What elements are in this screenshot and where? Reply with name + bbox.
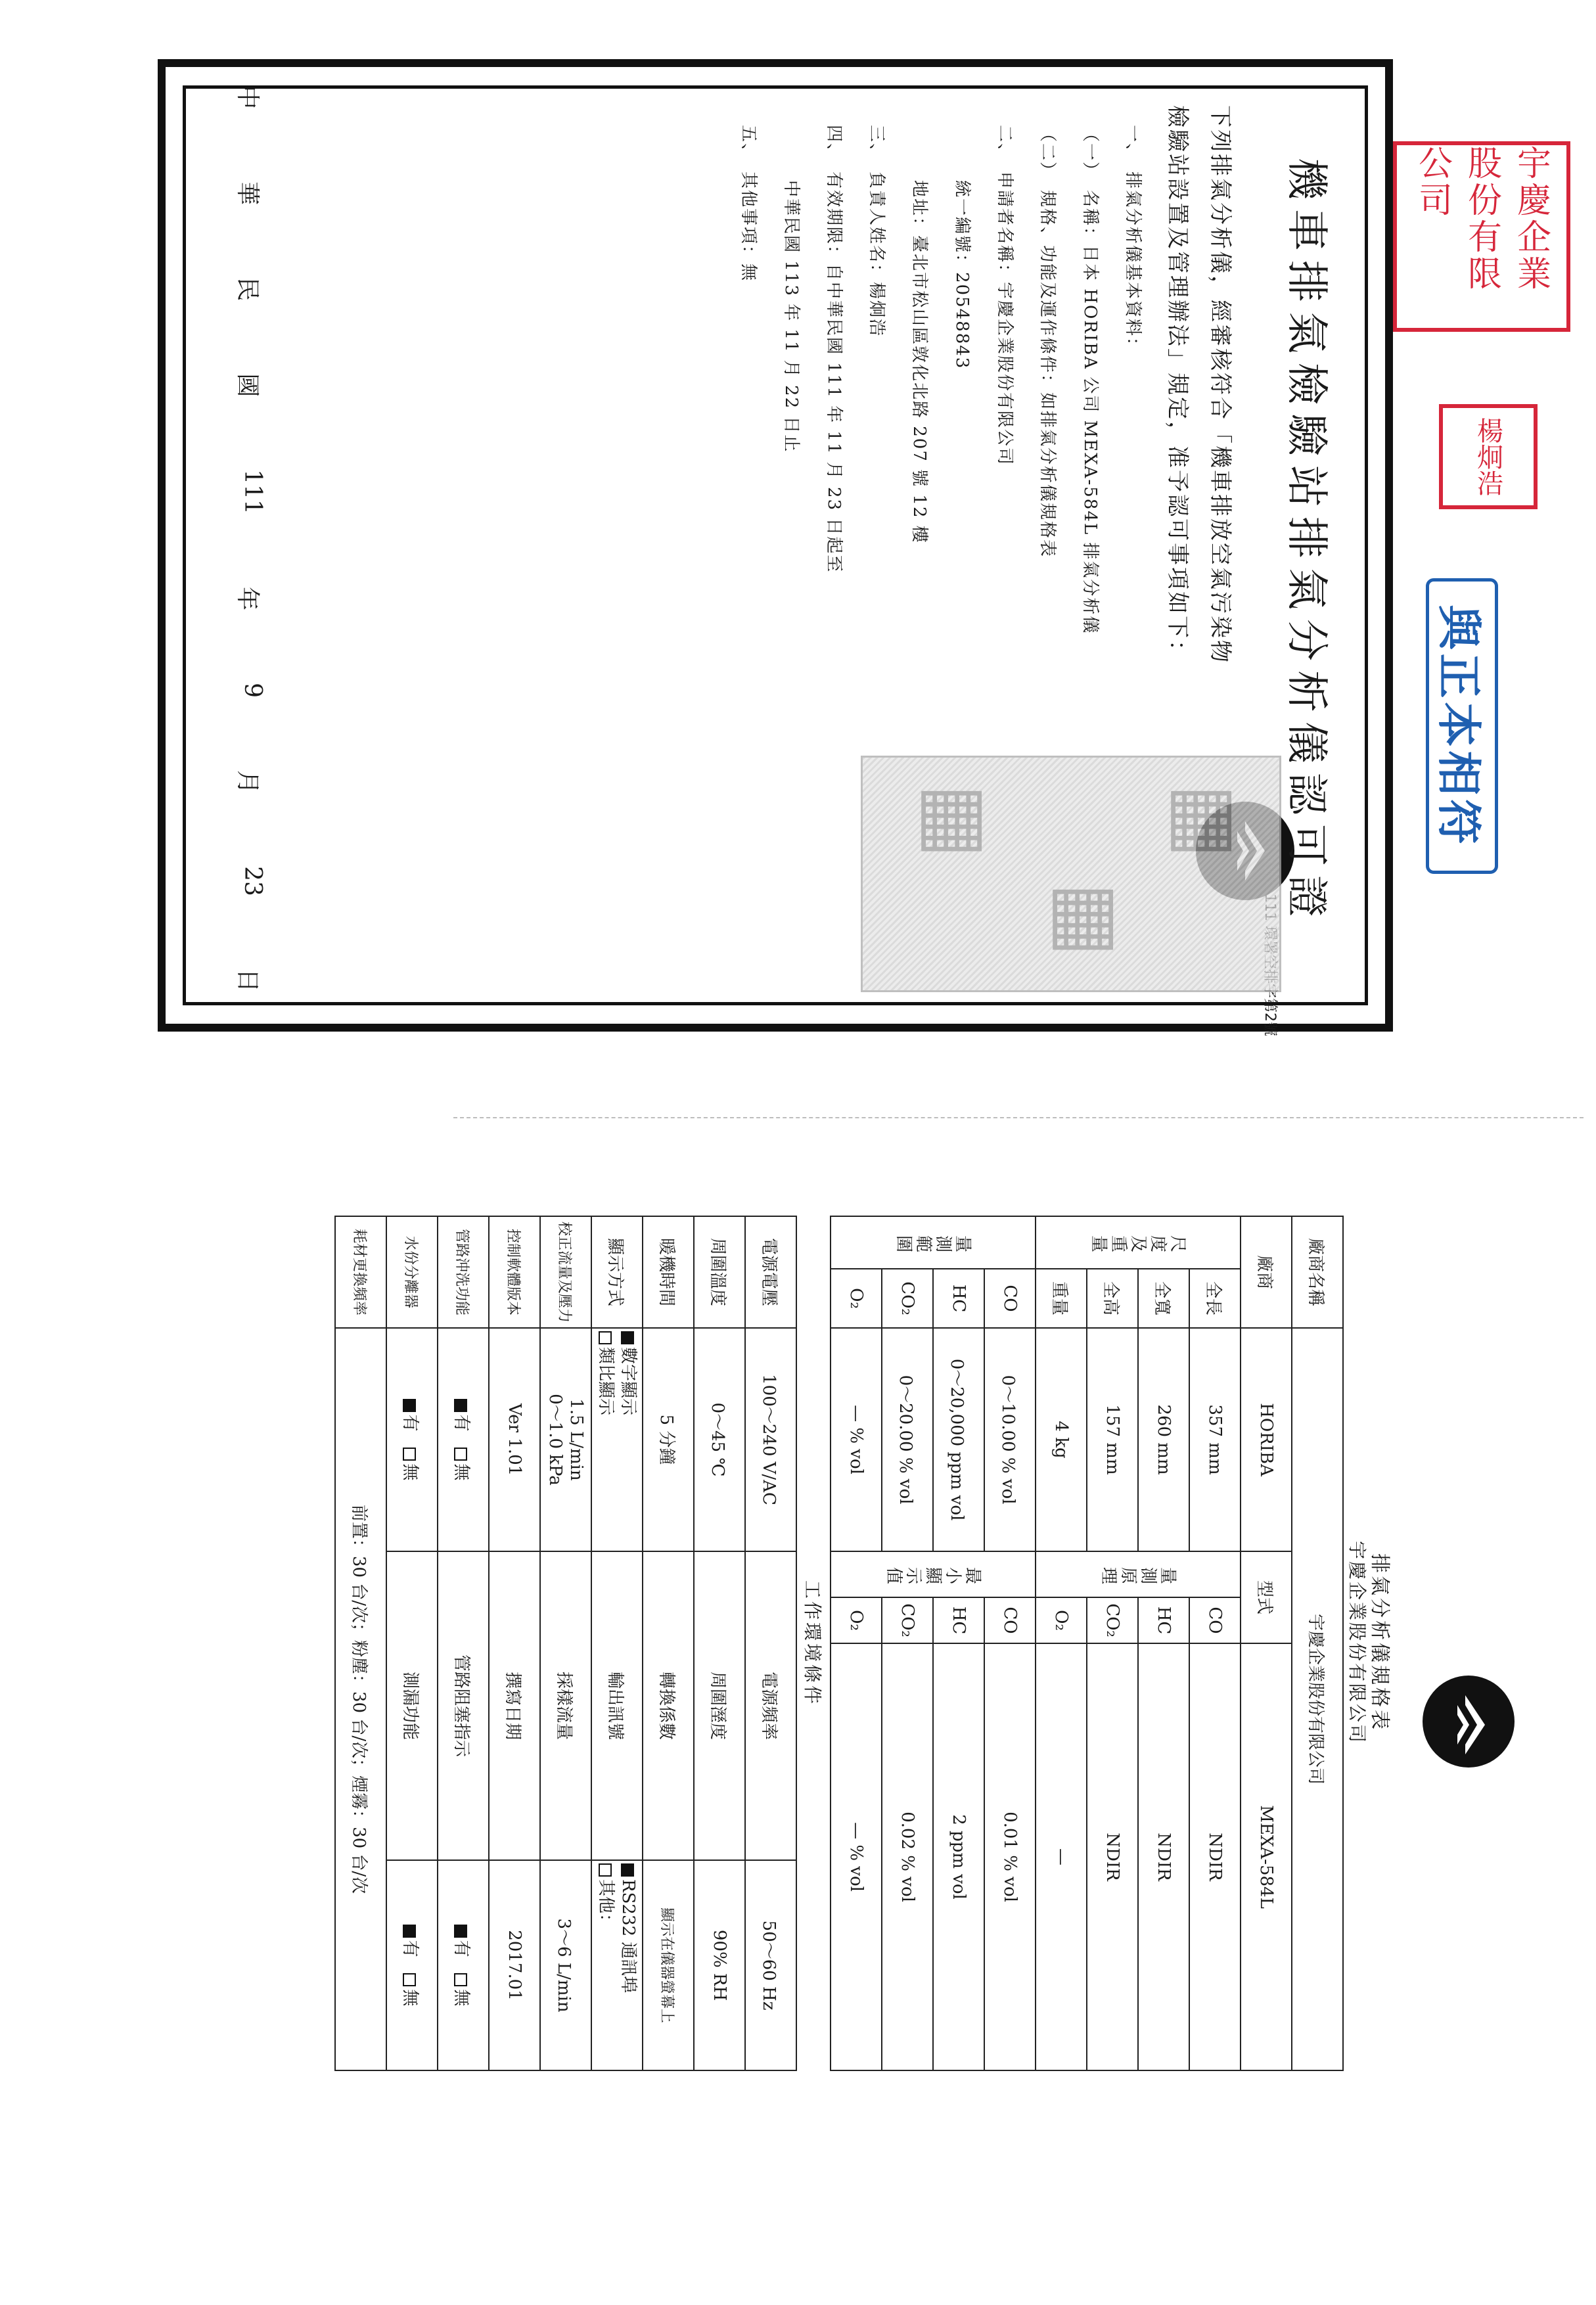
sample-flow-label: 採樣流量 <box>540 1551 591 1860</box>
company-red-seal <box>1393 141 1570 332</box>
table-row <box>1189 1216 1241 2070</box>
gas-label: CO₂ <box>882 1269 933 1328</box>
consumable-label: 耗材更換頻率 <box>335 1216 386 1328</box>
company-value: 宇慶企業股份有限公司 <box>1292 1328 1343 2070</box>
principle-value: NDIR <box>1138 1643 1189 2070</box>
no-option: 無 <box>451 1989 472 2007</box>
dim-value: 357 mm <box>1189 1328 1241 1551</box>
purge-options <box>438 1328 489 1551</box>
range-label: 量測範圍 <box>831 1216 1036 1269</box>
min-display-value: 0.02 % vol <box>882 1643 933 2070</box>
min-display-value: — % vol <box>831 1643 882 2070</box>
checked-box-icon <box>621 1331 634 1344</box>
env-label: 周圍溼度 <box>694 1551 745 1860</box>
table-row <box>643 1216 694 2070</box>
software-value: Ver 1.01 <box>489 1328 540 1551</box>
env-value: 100～240 V/AC <box>745 1328 796 1551</box>
range-value: 0～20,000 ppm vol <box>933 1328 984 1551</box>
table-row <box>984 1216 1036 2070</box>
unchecked-box-icon <box>403 1448 417 1461</box>
yes-option: 有 <box>400 1940 421 1957</box>
checked-box-icon <box>403 1925 417 1938</box>
dim-label: 全高 <box>1087 1269 1138 1328</box>
certificate-item: 二、 申請者名稱：宇慶企業股份有限公司 <box>995 125 1015 467</box>
dim-value: 4 kg <box>1036 1328 1087 1551</box>
size-group-label: 尺度及重量 <box>1036 1216 1241 1269</box>
output-options <box>591 1860 643 2070</box>
yes-option: 有 <box>400 1414 421 1432</box>
no-option: 無 <box>400 1989 421 2007</box>
unchecked-box-icon <box>403 1973 417 1986</box>
table-row <box>745 1216 796 2070</box>
fold-divider <box>453 1117 1584 1118</box>
display-option: 數字顯示 <box>618 1347 638 1416</box>
checked-box-icon <box>621 1863 634 1877</box>
person-red-seal <box>1439 404 1538 509</box>
certificate-date <box>233 85 266 992</box>
gas-label: O₂ <box>831 1597 882 1643</box>
certificate-item: 統一編號：20548843 <box>952 125 972 370</box>
env-label: 周圍溫度 <box>694 1216 745 1328</box>
table-row <box>489 1216 540 2070</box>
spec-sheet <box>332 1216 1396 2070</box>
spec-sheet-company: 宇慶企業股份有限公司 <box>1346 1540 1368 1745</box>
manufacturer-label: 廠商名稱 <box>1292 1216 1343 1328</box>
principle-label: 量測原理 <box>1036 1551 1241 1597</box>
certificate-intro-1: 下列排氣分析儀，經審核符合「機車排放空氣污染物 <box>1207 105 1233 664</box>
env-label: 轉換係數 <box>643 1551 694 1860</box>
gas-label: O₂ <box>1036 1597 1087 1643</box>
table-row <box>1292 1216 1343 2070</box>
date-part: 111 <box>239 469 266 514</box>
yes-option: 有 <box>451 1414 472 1432</box>
date-part: 日 <box>234 968 261 992</box>
gas-label: O₂ <box>831 1269 882 1328</box>
table-row <box>1087 1216 1138 2070</box>
env-value: 5 分鐘 <box>643 1328 694 1551</box>
write-date-label: 撰寫日期 <box>489 1551 540 1860</box>
dim-label: 全長 <box>1189 1269 1241 1328</box>
person-red-seal-text: 楊炯浩 <box>1472 417 1503 496</box>
dim-label: 全寬 <box>1138 1269 1189 1328</box>
official-seal-stamp: ▦ ▦ ▦ <box>861 756 1281 992</box>
certificate-item: （一） 名稱：日本 HORIBA 公司 MEXA-584L 排氣分析儀 <box>1080 125 1100 635</box>
gas-label: CO <box>984 1269 1036 1328</box>
checked-box-icon <box>403 1399 417 1412</box>
output-option: 其他： <box>596 1879 616 1931</box>
calibration-pressure: 0～1.0 kPa <box>545 1394 565 1486</box>
env-label: 暖機時間 <box>643 1216 694 1328</box>
principle-value: NDIR <box>1087 1643 1138 2070</box>
date-part: 年 <box>234 587 261 611</box>
date-part: 國 <box>234 373 261 398</box>
certificate-title: 機車排氣檢驗站排氣分析儀認可證 <box>1282 158 1331 926</box>
gas-label: CO <box>984 1597 1036 1643</box>
certificate-item: 五、 其他事項：無 <box>739 125 758 283</box>
table-row <box>591 1216 643 2070</box>
company-red-seal-text: 宇慶企業股份有限公司 <box>1412 145 1551 292</box>
certificate-intro-2: 檢驗站設置及管理辦法」規定，准予認可事項如下： <box>1164 105 1191 664</box>
water-separator-label: 水份分離器 <box>386 1216 438 1328</box>
unchecked-box-icon <box>455 1973 468 1986</box>
certified-copy-stamp-text: 與正本相符 <box>1432 604 1484 848</box>
date-part: 9 <box>239 683 266 698</box>
output-option: RS232 通訊埠 <box>618 1879 638 1994</box>
principle-value: — <box>1036 1643 1087 2070</box>
table-row <box>540 1216 591 2070</box>
dim-label: 重量 <box>1036 1269 1087 1328</box>
range-value: — % vol <box>831 1328 882 1551</box>
calibration-values <box>540 1328 591 1551</box>
spec-sheet-title: 排氣分析儀規格表 <box>1368 1553 1391 1732</box>
table-row <box>882 1216 933 2070</box>
display-options <box>591 1328 643 1551</box>
maker-label: 廠商 <box>1241 1216 1292 1328</box>
unchecked-box-icon <box>455 1448 468 1461</box>
software-label: 控制軟體版本 <box>489 1216 540 1328</box>
date-part: 華 <box>234 181 261 206</box>
certificate-item: 地址：臺北市松山區敦化北路 207 號 12 樓 <box>909 125 929 544</box>
write-date-value: 2017.01 <box>489 1860 540 2070</box>
checked-box-icon <box>455 1399 468 1412</box>
maker-value: HORIBA <box>1241 1328 1292 1551</box>
table-row <box>933 1216 984 2070</box>
spec-table <box>334 1216 1344 2071</box>
table-row <box>1138 1216 1189 2070</box>
range-value: 0～20.00 % vol <box>882 1328 933 1551</box>
leak-test-options <box>386 1860 438 2070</box>
water-separator-options <box>386 1328 438 1551</box>
range-value: 0～10.00 % vol <box>984 1328 1036 1551</box>
date-part: 民 <box>234 277 261 302</box>
env-value: 0～45 ℃ <box>694 1328 745 1551</box>
unchecked-box-icon <box>599 1331 612 1344</box>
certificate-item: 一、 排氣分析儀基本資料： <box>1123 125 1143 356</box>
date-part: 23 <box>239 866 266 896</box>
min-display-label: 最小顯示值 <box>831 1551 1036 1597</box>
model-value: MEXA-584L <box>1241 1643 1292 2070</box>
block-indicator-label: 管路阻塞指示 <box>438 1551 489 1860</box>
checked-box-icon <box>455 1925 468 1938</box>
date-part: 月 <box>234 770 261 794</box>
emblem-logo-icon <box>1423 1676 1515 1768</box>
certified-copy-stamp <box>1426 578 1498 874</box>
model-label: 型式 <box>1241 1551 1292 1643</box>
calibration-label: 校正流量及壓力 <box>540 1216 591 1328</box>
env-section-title: 工作環境條件 <box>796 1216 831 2070</box>
consumable-value: 前置：30 台/次；粉塵：30 台/次；煙霧：30 台/次 <box>335 1328 386 2070</box>
yes-option: 有 <box>451 1940 472 1957</box>
gas-label: CO₂ <box>882 1597 933 1643</box>
no-option: 無 <box>451 1463 472 1481</box>
unchecked-box-icon <box>599 1863 612 1877</box>
certificate <box>158 59 1393 1032</box>
env-value: 50～60 Hz <box>745 1860 796 2070</box>
gas-label: HC <box>933 1597 984 1643</box>
gas-label: CO <box>1189 1597 1241 1643</box>
table-row <box>1036 1216 1087 2070</box>
env-value: 90% RH <box>694 1860 745 2070</box>
certificate-item: 四、 有效期限：自中華民國 111 年 11 月 23 日起至 <box>824 125 844 574</box>
env-value: 顯示在儀器螢幕上 <box>643 1860 694 2070</box>
table-row <box>694 1216 745 2070</box>
display-label: 顯示方式 <box>591 1216 643 1328</box>
display-option: 類比顯示 <box>596 1347 616 1416</box>
env-label: 電源頻率 <box>745 1551 796 1860</box>
env-label: 電源電壓 <box>745 1216 796 1328</box>
table-row <box>831 1216 882 2070</box>
table-row <box>438 1216 489 2070</box>
gas-label: HC <box>1138 1597 1189 1643</box>
date-part: 中 <box>234 85 261 110</box>
purge-label: 管路沖洗功能 <box>438 1216 489 1328</box>
principle-value: NDIR <box>1189 1643 1241 2070</box>
sample-flow-value: 3～6 L/min <box>540 1860 591 2070</box>
certificate-item: 三、 負責人姓名：楊炯浩 <box>867 125 886 338</box>
block-indicator-options <box>438 1860 489 2070</box>
certificate-item: （二） 規格、功能及運作條件：如排氣分析儀規格表 <box>1037 125 1057 559</box>
dim-value: 157 mm <box>1087 1328 1138 1551</box>
certificate-item: 中華民國 113 年 11 月 22 日止 <box>781 125 801 453</box>
dim-value: 260 mm <box>1138 1328 1189 1551</box>
no-option: 無 <box>400 1463 421 1481</box>
gas-label: CO₂ <box>1087 1597 1138 1643</box>
table-row <box>386 1216 438 2070</box>
calibration-flow: 1.5 L/min <box>566 1398 586 1481</box>
min-display-value: 2 ppm vol <box>933 1643 984 2070</box>
table-row <box>335 1216 386 2070</box>
output-label: 輸出訊號 <box>591 1551 643 1860</box>
table-row <box>1241 1216 1292 2070</box>
min-display-value: 0.01 % vol <box>984 1643 1036 2070</box>
table-row <box>796 1216 831 2070</box>
leak-test-label: 測漏功能 <box>386 1551 438 1860</box>
gas-label: HC <box>933 1269 984 1328</box>
